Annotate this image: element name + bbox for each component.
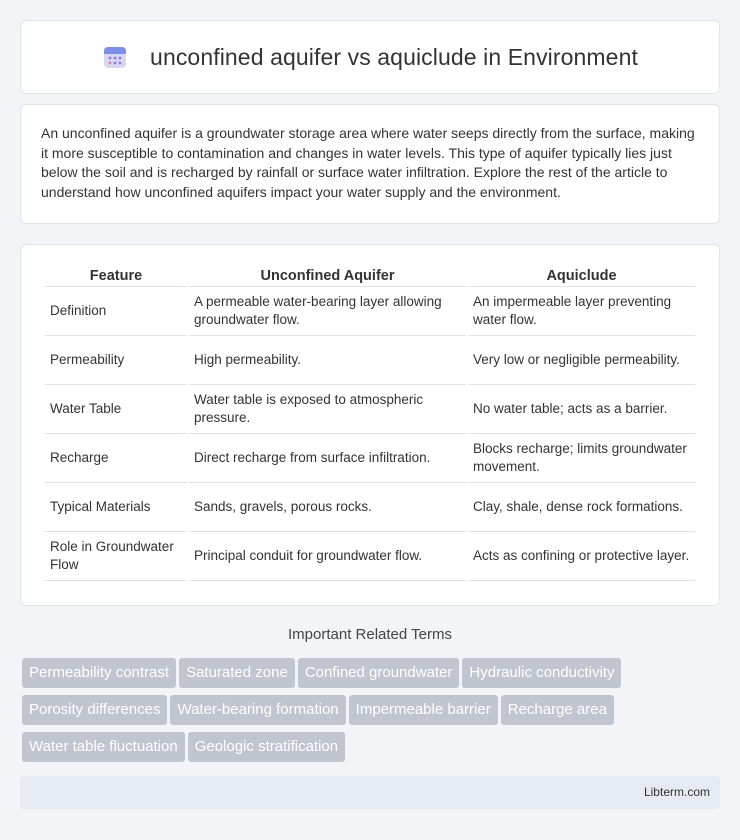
- related-terms-list: [22, 658, 722, 769]
- related-term-tag[interactable]: Porosity differences: [22, 695, 167, 725]
- table-row: [45, 287, 695, 336]
- header-aquiclude: Aquiclude: [468, 263, 695, 287]
- table-row: [45, 434, 695, 483]
- table-cell: Acts as confining or protective layer.: [468, 532, 695, 581]
- related-term-tag[interactable]: Permeability contrast: [22, 658, 176, 688]
- table-cell: Blocks recharge; limits groundwater movement.: [468, 434, 695, 483]
- table-cell: No water table; acts as a barrier.: [468, 385, 695, 434]
- table-cell: Direct recharge from surface infiltration.: [189, 434, 466, 483]
- table-row: [45, 532, 695, 581]
- footer: [20, 776, 720, 809]
- table-cell: A permeable water-bearing layer allowing groundwater flow.: [189, 287, 466, 336]
- related-term-tag[interactable]: Recharge area: [501, 695, 614, 725]
- header-unconfined-aquifer: Unconfined Aquifer: [189, 263, 466, 287]
- comparison-table: [43, 263, 697, 581]
- header-feature: Feature: [45, 263, 187, 287]
- table-row: [45, 483, 695, 532]
- comparison-table-card: [20, 244, 720, 606]
- table-row: [45, 385, 695, 434]
- table-cell: Clay, shale, dense rock formations.: [468, 483, 695, 532]
- related-term-tag[interactable]: Impermeable barrier: [349, 695, 498, 725]
- calendar-grid-icon: [102, 44, 128, 70]
- intro-card: [20, 104, 720, 224]
- table-cell: Definition: [45, 287, 187, 336]
- related-term-tag[interactable]: Confined groundwater: [298, 658, 460, 688]
- table-cell: Water Table: [45, 385, 187, 434]
- related-term-tag[interactable]: Saturated zone: [179, 658, 295, 688]
- table-cell: Principal conduit for groundwater flow.: [189, 532, 466, 581]
- related-term-tag[interactable]: Water table fluctuation: [22, 732, 185, 762]
- table-cell: High permeability.: [189, 336, 466, 385]
- table-cell: Very low or negligible permeability.: [468, 336, 695, 385]
- table-row: [45, 336, 695, 385]
- related-term-tag[interactable]: Geologic stratification: [188, 732, 345, 762]
- related-term-tag[interactable]: Hydraulic conductivity: [462, 658, 621, 688]
- page-title: unconfined aquifer vs aquiclude in Environment: [150, 43, 638, 70]
- header-card: [20, 20, 720, 94]
- table-cell: Sands, gravels, porous rocks.: [189, 483, 466, 532]
- table-cell: Recharge: [45, 434, 187, 483]
- table-cell: An impermeable layer preventing water flow.: [468, 287, 695, 336]
- intro-text: An unconfined aquifer is a groundwater storage area where water seeps directly from the surface, making it more susceptible to contamination and changes in water levels. This type of aquifer typically lies just below the soil and is recharged by rainfall or surface water infiltration. Explore the rest of the article to understand how unconfined aquifers impact your water supply and the environment.: [41, 125, 695, 200]
- related-terms-title: Important Related Terms: [288, 626, 452, 643]
- table-cell: Permeability: [45, 336, 187, 385]
- table-cell: Role in Groundwater Flow: [45, 532, 187, 581]
- table-cell: Typical Materials: [45, 483, 187, 532]
- footer-site-link[interactable]: Libterm.com: [643, 785, 710, 799]
- table-cell: Water table is exposed to atmospheric pressure.: [189, 385, 466, 434]
- table-header-row: [45, 263, 695, 287]
- related-term-tag[interactable]: Water-bearing formation: [170, 695, 345, 725]
